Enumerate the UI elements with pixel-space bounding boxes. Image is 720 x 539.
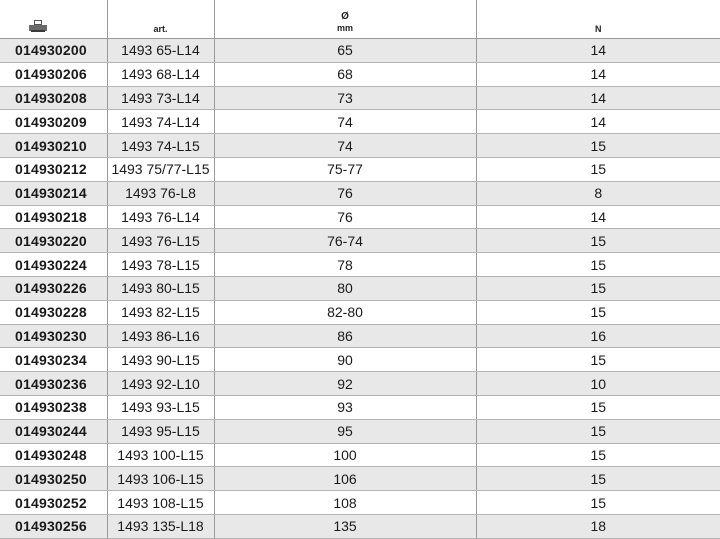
- n-value: 15: [476, 467, 720, 491]
- printer-icon: [29, 20, 47, 32]
- header-art: art.: [107, 0, 214, 39]
- table-header-row: [0, 0, 720, 39]
- product-code: 014930226: [0, 276, 107, 300]
- diameter-value: 74: [214, 110, 476, 134]
- table-row: [0, 134, 720, 158]
- diameter-value: 76: [214, 205, 476, 229]
- n-value: 15: [476, 253, 720, 277]
- article-number: 1493 75/77-L15: [107, 157, 214, 181]
- n-value: 15: [476, 300, 720, 324]
- diameter-value: 106: [214, 467, 476, 491]
- product-code: 014930234: [0, 348, 107, 372]
- diameter-value: 90: [214, 348, 476, 372]
- table-row: [0, 348, 720, 372]
- product-code: 014930212: [0, 157, 107, 181]
- diameter-value: 76: [214, 181, 476, 205]
- table-row: [0, 300, 720, 324]
- article-number: 1493 90-L15: [107, 348, 214, 372]
- product-code: 014930256: [0, 514, 107, 538]
- diameter-value: 75-77: [214, 157, 476, 181]
- table-row: [0, 276, 720, 300]
- table-row: [0, 372, 720, 396]
- article-number: 1493 74-L14: [107, 110, 214, 134]
- article-number: 1493 86-L16: [107, 324, 214, 348]
- n-value: 15: [476, 229, 720, 253]
- table-row: [0, 443, 720, 467]
- article-number: 1493 95-L15: [107, 419, 214, 443]
- n-value: 15: [476, 348, 720, 372]
- n-value: 15: [476, 491, 720, 515]
- product-code: 014930238: [0, 395, 107, 419]
- article-number: 1493 78-L15: [107, 253, 214, 277]
- n-value: 18: [476, 514, 720, 538]
- diameter-value: 95: [214, 419, 476, 443]
- diameter-value: 65: [214, 39, 476, 63]
- product-code: 014930252: [0, 491, 107, 515]
- n-value: 15: [476, 419, 720, 443]
- article-number: 1493 108-L15: [107, 491, 214, 515]
- article-number: 1493 106-L15: [107, 467, 214, 491]
- header-code-column: [0, 0, 107, 39]
- article-number: 1493 73-L14: [107, 86, 214, 110]
- diameter-value: 93: [214, 395, 476, 419]
- article-number: 1493 100-L15: [107, 443, 214, 467]
- n-value: 15: [476, 395, 720, 419]
- n-value: 14: [476, 205, 720, 229]
- article-number: 1493 76-L15: [107, 229, 214, 253]
- diameter-symbol: Ø: [341, 11, 349, 22]
- diameter-value: 76-74: [214, 229, 476, 253]
- header-n: N: [476, 0, 720, 39]
- product-code: 014930206: [0, 62, 107, 86]
- n-value: 14: [476, 110, 720, 134]
- product-code: 014930250: [0, 467, 107, 491]
- n-value: 14: [476, 39, 720, 63]
- header-diameter: [214, 0, 476, 39]
- diameter-value: 68: [214, 62, 476, 86]
- diameter-value: 92: [214, 372, 476, 396]
- table-body: [0, 39, 720, 539]
- n-value: 14: [476, 86, 720, 110]
- product-code: 014930218: [0, 205, 107, 229]
- product-code: 014930220: [0, 229, 107, 253]
- product-code: 014930248: [0, 443, 107, 467]
- n-value: 15: [476, 443, 720, 467]
- article-number: 1493 65-L14: [107, 39, 214, 63]
- product-code: 014930209: [0, 110, 107, 134]
- table-row: [0, 205, 720, 229]
- article-number: 1493 80-L15: [107, 276, 214, 300]
- table-row: [0, 467, 720, 491]
- n-value: 15: [476, 134, 720, 158]
- diameter-value: 80: [214, 276, 476, 300]
- article-number: 1493 93-L15: [107, 395, 214, 419]
- n-value: 10: [476, 372, 720, 396]
- diameter-value: 73: [214, 86, 476, 110]
- article-number: 1493 76-L8: [107, 181, 214, 205]
- product-code: 014930214: [0, 181, 107, 205]
- n-value: 8: [476, 181, 720, 205]
- article-number: 1493 68-L14: [107, 62, 214, 86]
- article-number: 1493 74-L15: [107, 134, 214, 158]
- table-row: [0, 491, 720, 515]
- table-row: [0, 157, 720, 181]
- diameter-value: 78: [214, 253, 476, 277]
- n-value: 15: [476, 157, 720, 181]
- n-value: 16: [476, 324, 720, 348]
- product-code: 014930230: [0, 324, 107, 348]
- table-row: [0, 86, 720, 110]
- diameter-value: 100: [214, 443, 476, 467]
- article-number: 1493 92-L10: [107, 372, 214, 396]
- table-row: [0, 110, 720, 134]
- diameter-value: 135: [214, 514, 476, 538]
- diameter-unit: mm: [336, 23, 353, 33]
- product-code: 014930228: [0, 300, 107, 324]
- table-row: [0, 253, 720, 277]
- table-row: [0, 514, 720, 538]
- product-code: 014930224: [0, 253, 107, 277]
- product-code: 014930208: [0, 86, 107, 110]
- table-row: [0, 39, 720, 63]
- diameter-value: 82-80: [214, 300, 476, 324]
- table-row: [0, 181, 720, 205]
- table-row: [0, 229, 720, 253]
- product-code: 014930200: [0, 39, 107, 63]
- diameter-value: 74: [214, 134, 476, 158]
- diameter-value: 86: [214, 324, 476, 348]
- table-row: [0, 395, 720, 419]
- product-code: 014930210: [0, 134, 107, 158]
- product-code: 014930244: [0, 419, 107, 443]
- diameter-value: 108: [214, 491, 476, 515]
- product-code: 014930236: [0, 372, 107, 396]
- table-row: [0, 62, 720, 86]
- table-row: [0, 419, 720, 443]
- article-number: 1493 76-L14: [107, 205, 214, 229]
- n-value: 14: [476, 62, 720, 86]
- table-row: [0, 324, 720, 348]
- article-number: 1493 82-L15: [107, 300, 214, 324]
- article-number: 1493 135-L18: [107, 514, 214, 538]
- n-value: 15: [476, 276, 720, 300]
